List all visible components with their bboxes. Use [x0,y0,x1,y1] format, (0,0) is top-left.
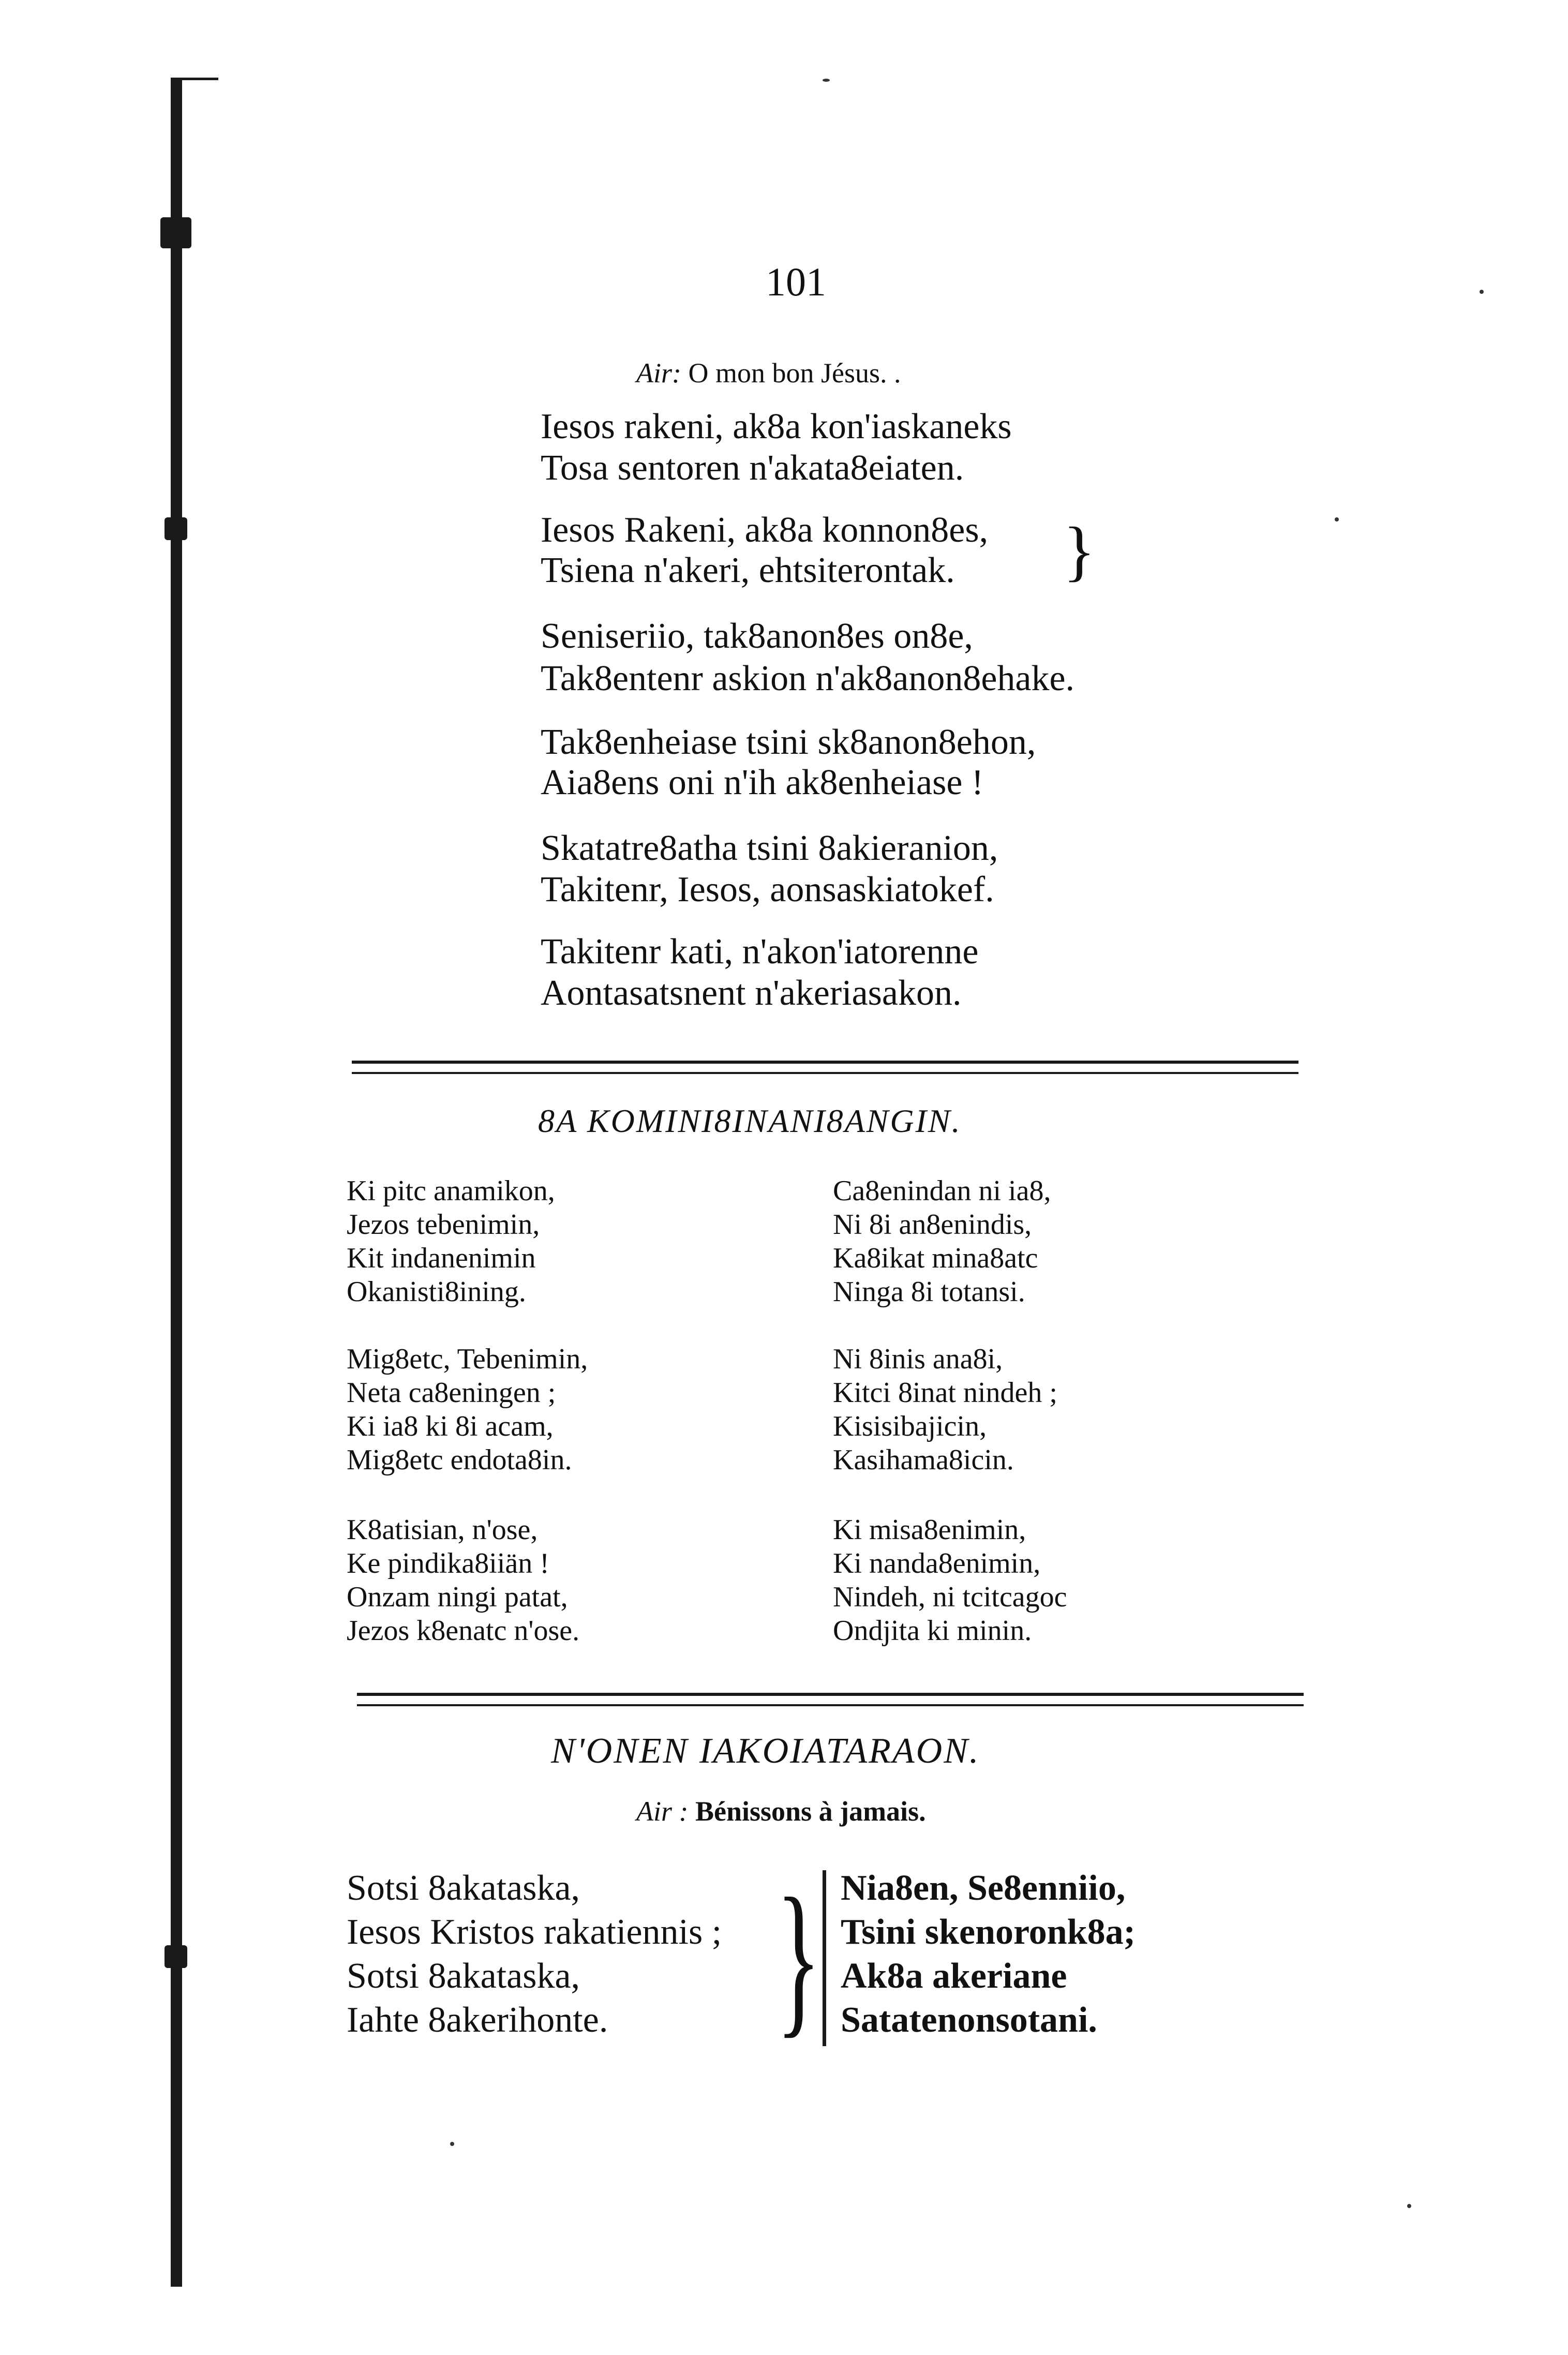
verse-line: Tosa sentoren n'akata8eiaten. [541,448,964,488]
verse-line: Ca8enindan ni ia8, [833,1175,1051,1207]
section-rule [352,1061,1298,1064]
print-speck [823,79,830,82]
verse-line: Ni 8i an8enindis, [833,1209,1032,1241]
page-number: 101 [766,259,826,304]
section-rule [352,1072,1298,1074]
verse-line: Ak8a akeriane [841,1956,1067,1996]
verse-line: Ondjita ki minin. [833,1615,1032,1647]
print-speck [1407,2204,1411,2208]
verse-line: Kitci 8inat nindeh ; [833,1377,1057,1409]
brace-right: } [776,1864,822,2052]
verse-line: Skatatre8atha tsini 8akieranion, [541,828,998,868]
verse-line: Ni 8inis ana8i, [833,1343,1003,1375]
verse-line: Iahte 8akerihonte. [347,2000,608,2040]
verse-line: Kisisibajicin, [833,1410,987,1442]
hymn2-title: 8A KOMINI8INANI8ANGIN. [538,1102,962,1139]
hymn1-air [636,357,901,389]
verse-line: Iesos Kristos rakatiennis ; [347,1912,722,1952]
hymn3-air [636,1795,926,1827]
verse-line: Sotsi 8akataska, [347,1956,580,1996]
verse-line: Nia8en, Se8enniio, [841,1868,1126,1908]
print-speck [1480,290,1484,294]
verse-line: Kit indanenimin [347,1242,536,1274]
verse-line: Tak8entenr askion n'ak8anon8ehake. [541,659,1075,698]
verse-line: Ki misa8enimin, [833,1514,1026,1546]
section-rule [357,1693,1304,1696]
air-title: O mon bon Jésus. . [688,357,901,389]
verse-line: Jezos k8enatc n'ose. [347,1615,580,1647]
verse-line: Iesos rakeni, ak8a kon'iaskaneks [541,407,1012,446]
verse-line: Okanisti8ining. [347,1276,526,1308]
verse-line: Neta ca8eningen ; [347,1377,556,1409]
verse-line: Sotsi 8akataska, [347,1868,580,1908]
verse-line: Ke pindika8iiän ! [347,1547,549,1579]
verse-line: Ka8ikat mina8atc [833,1242,1038,1274]
verse-line: Takitenr kati, n'akon'iatorenne [541,932,979,972]
verse-line: Nindeh, ni tcitcagoc [833,1581,1067,1613]
air-label: Air: [636,357,681,389]
column-divider [823,1870,826,2046]
verse-line: Mig8etc, Tebenimin, [347,1343,588,1375]
section-rule [357,1704,1304,1706]
binding-tick [182,78,218,80]
verse-line: Tsiena n'akeri, ehtsiterontak. [541,550,955,590]
verse-line: Jezos tebenimin, [347,1209,540,1241]
verse-line: Kasihama8icin. [833,1444,1014,1476]
print-speck [450,2142,454,2146]
verse-line: Tsini skenoronk8a; [841,1912,1136,1952]
verse-line: Takitenr, Iesos, aonsaskiatokef. [541,870,994,910]
binding-knob [165,517,187,540]
verse-line: Iesos Rakeni, ak8a konnon8es, [541,510,989,550]
verse-line: Mig8etc endota8in. [347,1444,572,1476]
verse-line: Tak8enheiase tsini sk8anon8ehon, [541,722,1036,762]
verse-line: Ki pitc anamikon, [347,1175,555,1207]
hymn3-title: N'ONEN IAKOIATARAON. [551,1731,980,1771]
verse-line: Seniseriio, tak8anon8es on8e, [541,616,973,656]
verse-line: Aontasatsnent n'akeriasakon. [541,973,962,1013]
print-speck [1335,517,1339,521]
verse-line: Onzam ningi patat, [347,1581,568,1613]
verse-line: Satatenonsotani. [841,2000,1097,2040]
binding-knob [165,1945,187,1968]
verse-line: Ki ia8 ki 8i acam, [347,1410,554,1442]
air-title: Bénissons à jamais. [695,1796,926,1827]
verse-line: Aia8ens oni n'ih ak8enheiase ! [541,763,984,802]
verse-line: Ninga 8i totansi. [833,1276,1025,1308]
binding-knob [160,217,191,248]
verse-line: Ki nanda8enimin, [833,1547,1041,1579]
brace-right: } [1063,514,1096,588]
air-label: Air : [636,1796,689,1827]
verse-line: K8atisian, n'ose, [347,1514,538,1546]
